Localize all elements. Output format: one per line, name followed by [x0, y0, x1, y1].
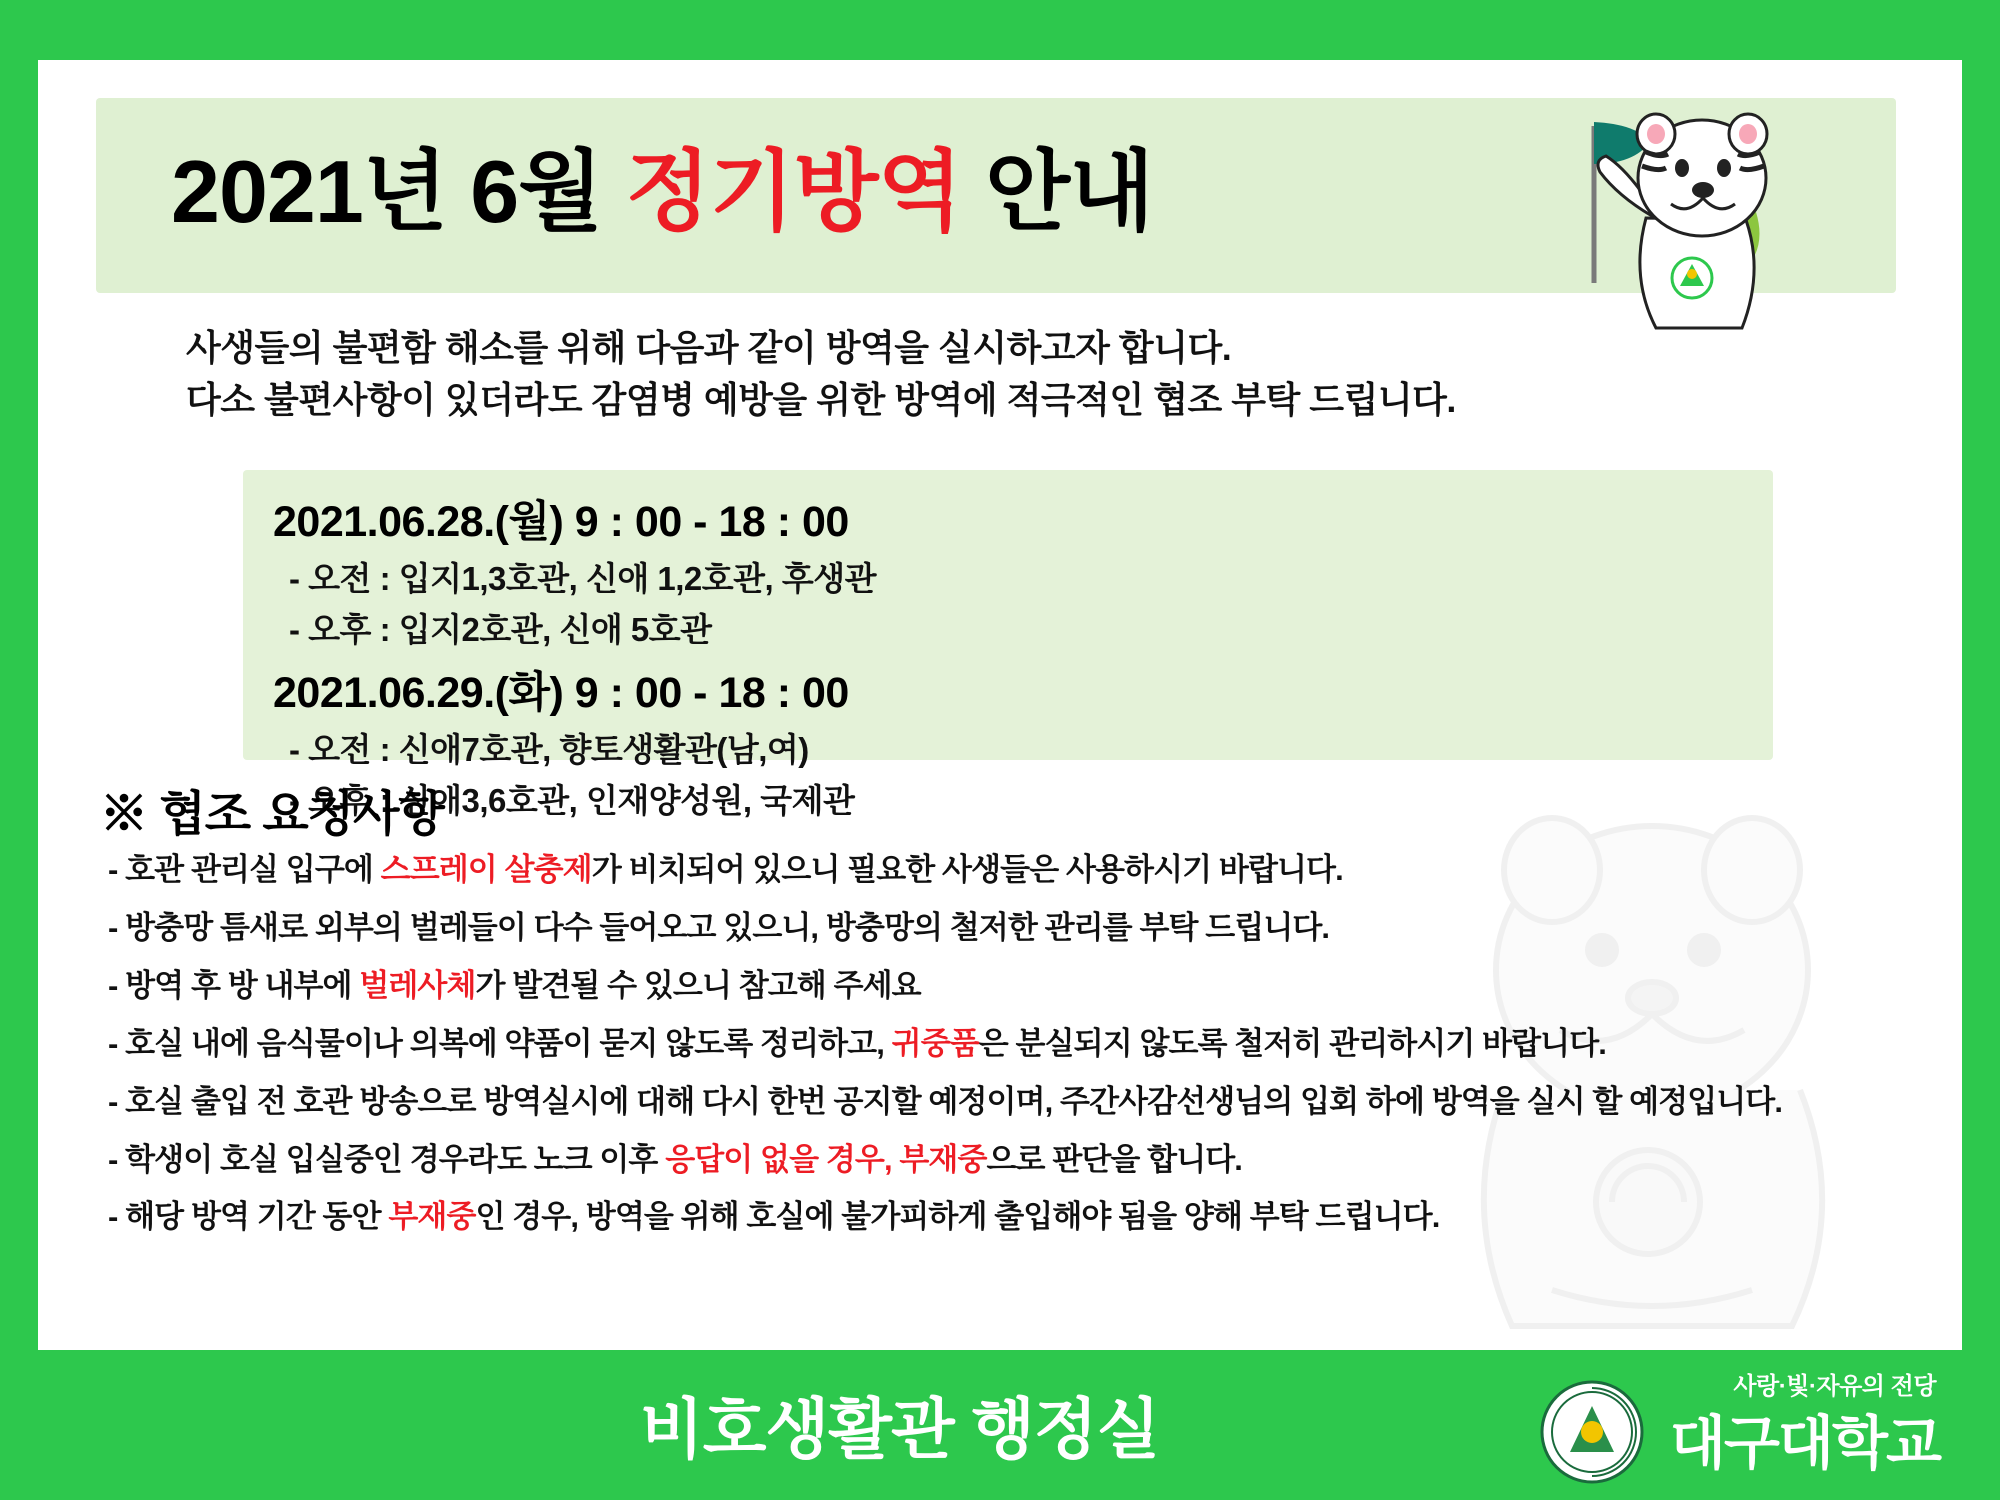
- title-suffix: 안내: [961, 142, 1154, 241]
- note-red: 벌레사체: [359, 967, 476, 1003]
- schedule-box: [243, 470, 1773, 819]
- university-emblem-icon: [1540, 1380, 1644, 1484]
- note-item: [108, 1140, 1988, 1181]
- note-pre: - 학생이 호실 입실중인 경우라도 노크 이후: [108, 1141, 666, 1177]
- intro-line-1: 사생들의 불편함 해소를 위해 다음과 같이 방역을 실시하고자 합니다.: [186, 327, 1232, 368]
- schedule-morning-0: - 오전 : 입지1,3호관, 신애 1,2호관, 후생관: [289, 560, 876, 597]
- note-item: [108, 1024, 1988, 1065]
- note-post: 가 비치되어 있으니 필요한 사생들은 사용하시기 바랍니다.: [591, 852, 1343, 887]
- note-red: 부재중: [388, 1199, 476, 1235]
- note-post: 으로 판단을 합니다.: [986, 1141, 1243, 1177]
- notes-title: ※ 협조 요청사항: [100, 788, 444, 841]
- schedule-afternoon-1: - 오후 : 신애3,6호관, 인재양성원, 국제관: [289, 782, 855, 819]
- note-red: 귀중품: [891, 1025, 979, 1061]
- title-prefix: 2021년 6월: [171, 142, 626, 241]
- poster-inner-panel: [38, 60, 1962, 1350]
- footer: [0, 1350, 2000, 1500]
- note-item: [108, 1082, 1908, 1123]
- tiger-mascot-icon: [1534, 108, 1824, 348]
- intro-line-2: 다소 불편사항이 있더라도 감염병 예방을 위한 방역에 적극적인 협조 부탁 드립니다.: [186, 379, 1456, 421]
- schedule-date-1: 2021.06.29.(화) 9 : 00 - 18 : 00: [273, 669, 849, 717]
- note-item: [108, 1197, 1988, 1238]
- schedule-morning-1: - 오전 : 신애7호관, 향토생활관(남,여): [289, 731, 809, 768]
- note-item: [108, 908, 1988, 949]
- note-pre: - 해당 방역 기간 동안: [108, 1199, 389, 1235]
- note-pre: - 호실 출입 전 호관 방송으로 방역실시에 대해 다시 한번 공지할 예정이며, 주간사감선생님의 입회 하에 방역을 실시 할 예정입니다.: [108, 1083, 1783, 1119]
- note-red: 응답이 없을 경우, 부재중: [665, 1141, 987, 1177]
- note-post: 가 발견될 수 있으니 참고해 주세요: [475, 967, 921, 1003]
- note-pre: - 방충망 틈새로 외부의 벌레들이 다수 들어오고 있으니, 방충망의 철저한 관리를 부탁 드립니다.: [108, 909, 1330, 945]
- note-pre: - 호실 내에 음식물이나 의복에 약품이 묻지 않도록 정리하고,: [108, 1025, 892, 1061]
- intro-text: [186, 322, 1886, 426]
- university-slogan: 사랑·빛·자유의 전당: [1733, 1373, 1936, 1400]
- footer-office-name: 비호생활관 행정실: [640, 1392, 1160, 1466]
- schedule-date-0: 2021.06.28.(월) 9 : 00 - 18 : 00: [273, 498, 849, 546]
- university-name: 대구대학교: [1669, 1411, 1940, 1476]
- page-title: [171, 122, 1153, 248]
- note-post: 은 분실되지 않도록 철저히 관리하시기 바랍니다.: [978, 1025, 1606, 1061]
- note-post: 인 경우, 방역을 위해 호실에 불가피하게 출입해야 됨을 양해 부탁 드립니다.: [475, 1199, 1440, 1235]
- schedule-afternoon-0: - 오후 : 입지2호관, 신애 5호관: [289, 611, 712, 648]
- title-band: [96, 98, 1896, 293]
- university-branding: [1540, 1364, 1940, 1484]
- notes-list: [108, 850, 1988, 1255]
- note-item: [108, 966, 1988, 1007]
- note-pre: - 방역 후 방 내부에: [108, 967, 360, 1003]
- note-item: [108, 850, 1988, 891]
- title-highlight: 정기방역: [625, 142, 962, 241]
- note-pre: - 호관 관리실 입구에: [108, 852, 381, 887]
- note-red: 스프레이 살충제: [380, 852, 592, 887]
